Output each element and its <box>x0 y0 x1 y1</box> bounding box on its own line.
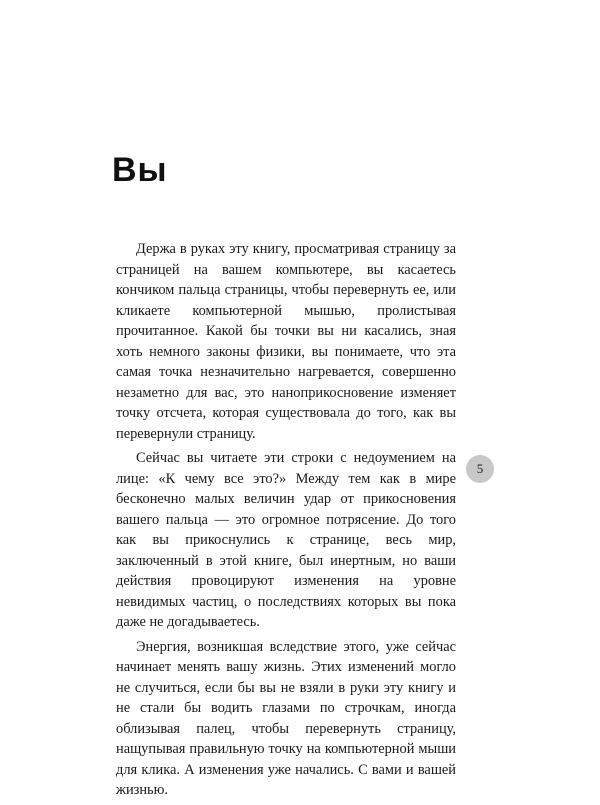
page-number: 5 <box>466 455 494 483</box>
paragraph: Сейчас вы читаете эти строки с недоумением на лице: «К чему все это?» Между тем как в мире бесконечно малых величин удар от прикосновения вашего пальца — это огромное потрясение. До того как вы прикоснулись к странице, весь мир, заключенный в этой книге, был инертным, но ваши действия провоцируют изменения на уровне невидимых частиц, о последствиях которых вы пока даже не догадываетесь. <box>116 450 456 630</box>
body-text <box>116 239 456 805</box>
paragraph: Держа в руках эту книгу, просматривая страницу за страницей на вашем компьютере, вы касаетесь кончиком пальца страницы, чтобы перевернуть ее, или кликаете компьютерной мышью, пролистывая прочитанное. Какой бы точки вы ни касались, зная хоть немного законы физики, вы понимаете, что эта самая точка незначительно нагревается, совершенно незаметно для вас, это наноприкосновение изменяет точку отсчета, которая существовала до того, как вы перевернули страницу. <box>116 241 456 442</box>
paragraph: Энергия, возникшая вследствие этого, уже сейчас начинает менять вашу жизнь. Этих изменений могло не случиться, если бы вы не взяли в руки эту книгу и не стали бы водить глазами по строчкам, иногда облизывая палец, чтобы перевернуть страницу, нащупывая правильную точку на компьютерной мыши для клика. А изменения уже начались. С вами и вашей жизнью. <box>116 638 456 798</box>
chapter-title: Вы <box>112 151 168 189</box>
